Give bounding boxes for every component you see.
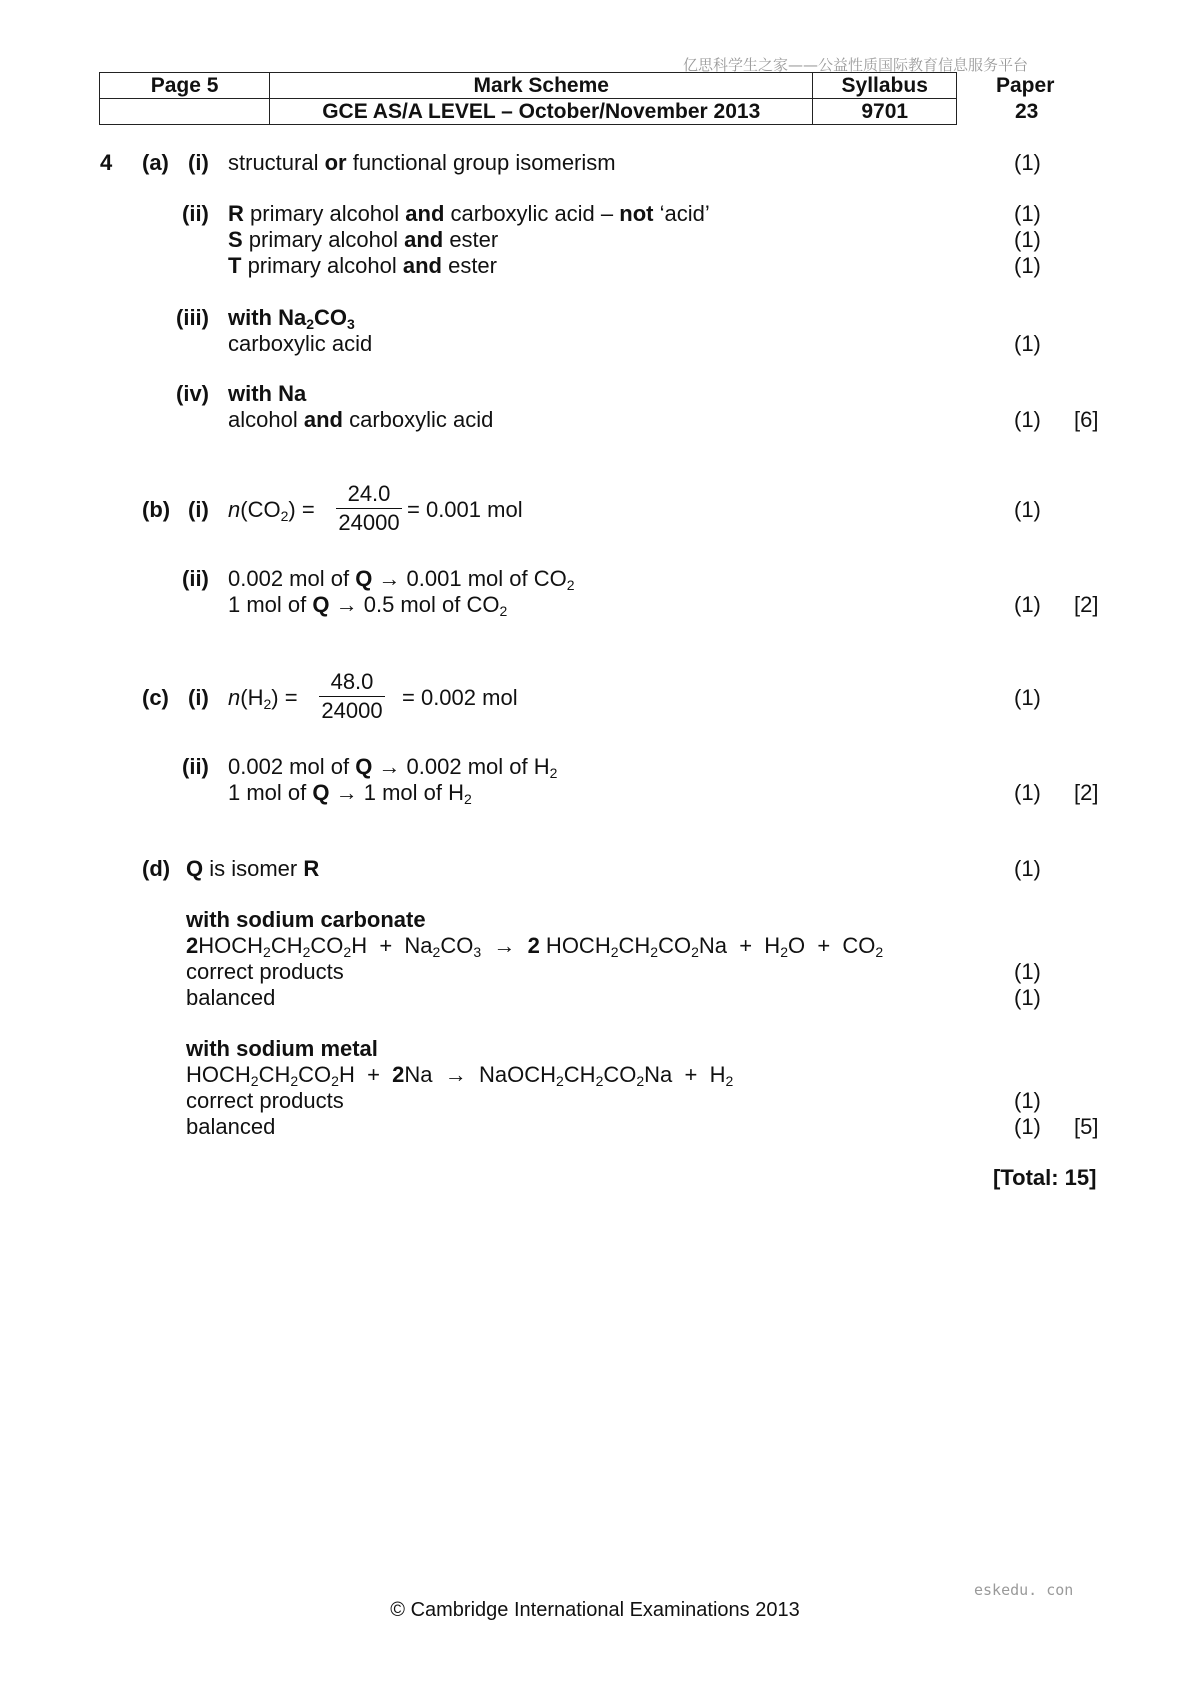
part-d-carbonate-balanced: balanced [186, 985, 276, 1010]
part-a-label: (a) [142, 150, 169, 175]
part-c-ii-line-1: 0.002 mol of Q → 0.002 mol of $H_2$ [228, 754, 558, 781]
part-b-total: [2] [1074, 592, 1099, 617]
part-a-i-label: (i) [188, 150, 209, 175]
part-a-ii-row-r-mark: (1) [1014, 201, 1041, 226]
part-c-i-mark: (1) [1014, 685, 1041, 710]
part-d-carbonate-equation: $2HOCH_2CH_2CO_2H + Na_2CO_3 \to 2$ $HOCH_2CH_2CO_2Na + H_2O + CO_2$ [186, 933, 884, 960]
part-a-i-mark: (1) [1014, 150, 1041, 175]
part-b-ii-line-1: 0.002 mol of Q → 0.001 mol of $CO_2$ [228, 566, 575, 593]
part-a-iv-heading: with Na [228, 381, 307, 406]
part-d-metal-heading: with sodium metal [186, 1036, 378, 1061]
part-b-ii-mark: (1) [1014, 592, 1041, 617]
part-c-i-fraction [319, 669, 385, 724]
footer-site-text: eskedu. con [974, 1581, 1074, 1599]
part-a-ii-row-s-mark: (1) [1014, 227, 1041, 252]
part-d-metal-products: correct products [186, 1088, 344, 1113]
part-c-i-lhs: $n(H_2)$ = [228, 685, 298, 712]
part-c-i-result: = 0.002 mol [402, 685, 518, 710]
part-d-carbonate-products-mark: (1) [1014, 959, 1041, 984]
part-a-ii-label: (ii) [182, 201, 209, 226]
part-a-iii-heading: with $Na_2CO_3$ [228, 305, 355, 332]
fraction-bar [336, 508, 402, 509]
part-a-ii-row-t: T primary alcohol and ester [228, 253, 497, 278]
part-a-iv-answer: alcohol and carboxylic acid [228, 407, 494, 432]
part-c-i-label: (i) [188, 685, 209, 710]
fraction-denominator: 24000 [338, 510, 400, 535]
part-a-iii-label: (iii) [176, 305, 209, 330]
header-paper-label: Paper [996, 74, 1055, 97]
part-a-ii-row-r: R primary alcohol and carboxylic acid – not ‘acid’ [228, 201, 710, 226]
part-b-i-fraction [336, 481, 402, 536]
footer-copyright: © Cambridge International Examinations 2013 [390, 1599, 800, 1621]
part-d-mark: (1) [1014, 856, 1041, 881]
fraction-numerator: 48.0 [330, 669, 374, 694]
header-syllabus-code: 9701 [813, 99, 957, 125]
header-mark-scheme: Mark Scheme [270, 73, 813, 99]
part-b-i-mark: (1) [1014, 497, 1041, 522]
part-b-i-lhs: $n(CO_2)$ = [228, 497, 315, 524]
part-b-i-result: = 0.001 mol [407, 497, 523, 522]
question-number: 4 [100, 150, 113, 175]
part-d-metal-balanced: balanced [186, 1114, 276, 1139]
fraction-bar [319, 696, 385, 697]
fraction-numerator: 24.0 [347, 481, 391, 506]
part-d-metal-balanced-mark: (1) [1014, 1114, 1041, 1139]
part-a-i-answer: structural or functional group isomerism [228, 150, 616, 175]
header-table [99, 72, 957, 125]
grand-total: [Total: 15] [993, 1165, 1097, 1190]
part-a-ii-row-t-mark: (1) [1014, 253, 1041, 278]
part-d-carbonate-products: correct products [186, 959, 344, 984]
header-empty-cell [100, 99, 270, 125]
header-syllabus-label: Syllabus [813, 73, 957, 99]
part-c-ii-label: (ii) [182, 754, 209, 779]
part-d-label: (d) [142, 856, 171, 881]
part-d-metal-products-mark: (1) [1014, 1088, 1041, 1113]
header-page: Page 5 [100, 73, 270, 99]
part-c-ii-line-2: 1 mol of Q → 1 mol of $H_2$ [228, 780, 472, 807]
part-d-metal-equation: $HOCH_2CH_2CO_2H + 2Na$ → $NaOCH_2CH_2CO_2Na + H_2$ [186, 1062, 734, 1089]
fraction-denominator: 24000 [321, 698, 383, 723]
part-a-iv-label: (iv) [176, 381, 209, 406]
part-b-ii-line-2: 1 mol of Q → 0.5 mol of $CO_2$ [228, 592, 508, 619]
part-c-ii-mark: (1) [1014, 780, 1041, 805]
part-a-iii-answer: carboxylic acid [228, 331, 373, 356]
part-b-i-label: (i) [188, 497, 209, 522]
part-a-total: [6] [1074, 407, 1099, 432]
header-paper-number: 23 [1015, 100, 1039, 123]
part-c-total: [2] [1074, 780, 1099, 805]
part-d-carbonate-heading: with sodium carbonate [186, 907, 426, 932]
part-d-carbonate-balanced-mark: (1) [1014, 985, 1041, 1010]
part-a-iv-mark: (1) [1014, 407, 1041, 432]
part-b-ii-label: (ii) [182, 566, 209, 591]
part-d-total: [5] [1074, 1114, 1099, 1139]
watermark-text: 亿思科学生之家——公益性质国际教育信息服务平台 [683, 56, 1029, 74]
part-a-ii-row-s: S primary alcohol and ester [228, 227, 499, 252]
part-a-iii-mark: (1) [1014, 331, 1041, 356]
part-b-label: (b) [142, 497, 171, 522]
part-d-answer: Q is isomer R [186, 856, 320, 881]
part-c-label: (c) [142, 685, 169, 710]
header-exam: GCE AS/A LEVEL – October/November 2013 [270, 99, 813, 125]
